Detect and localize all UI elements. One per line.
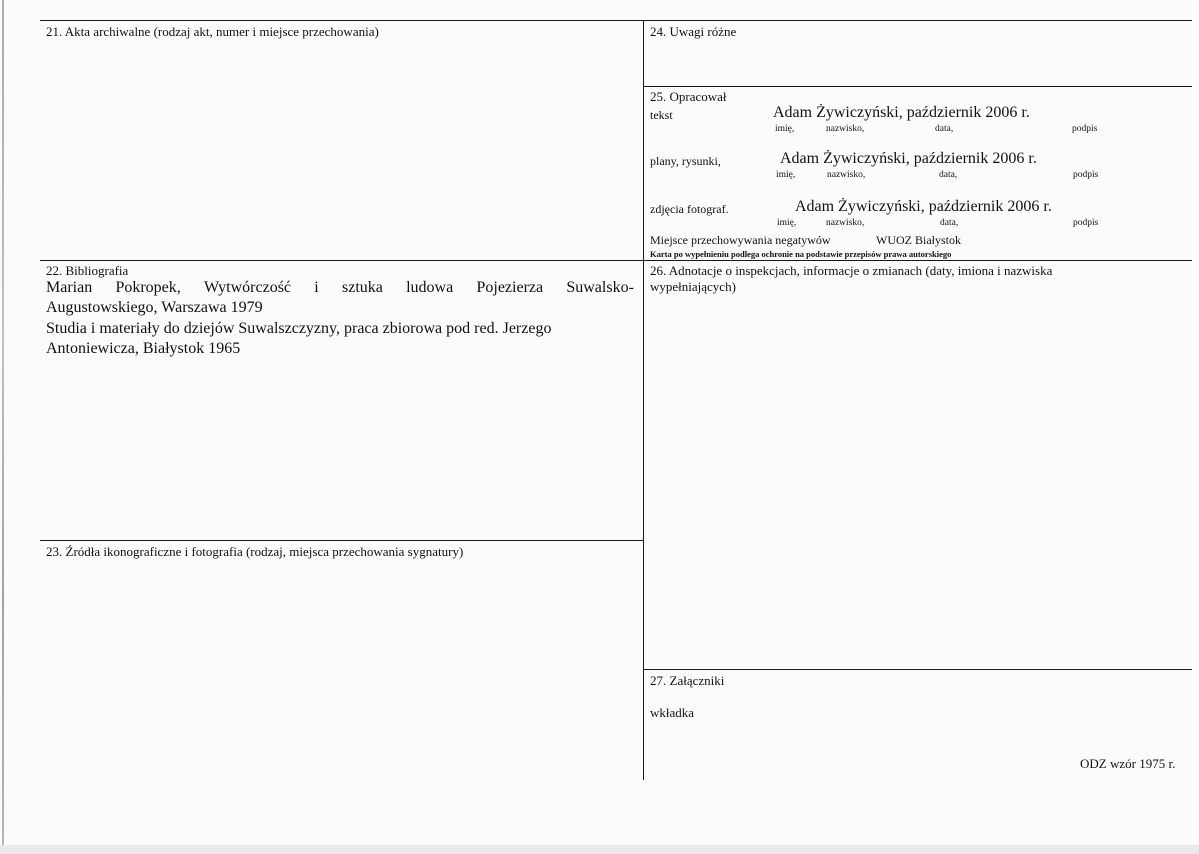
bibliography-entry-1-line-2: Augustowskiego, Warszawa 1979	[46, 299, 263, 316]
field-22-label: 22. Bibliografia	[46, 263, 129, 278]
scan-edge-mark	[2, 0, 4, 854]
divider-24-25	[643, 86, 1192, 87]
author-row-photos-label: zdjęcia fotograf.	[650, 202, 729, 216]
caption-signature: podpis	[1073, 218, 1099, 228]
form-version: ODZ wzór 1975 r.	[1080, 756, 1176, 771]
caption-surname: nazwisko,	[826, 124, 865, 134]
caption-surname: nazwisko,	[827, 170, 866, 180]
divider-row-2	[40, 260, 1192, 261]
bib-word: Suwalsko-	[566, 279, 634, 296]
caption-date: data,	[940, 218, 959, 228]
bib-word: Wytwórczość	[204, 279, 292, 296]
field-24-label: 24. Uwagi różne	[650, 24, 737, 39]
author-row-photos-value: Adam Żywiczyński, październik 2006 r.	[795, 198, 1052, 215]
field-26-label-line-1: 26. Adnotacje o inspekcjach, informacje o zmianach (daty, imiona i nazwiska	[650, 263, 1053, 278]
caption-name: imię,	[776, 170, 796, 180]
field-21-label: 21. Akta archiwalne (rodzaj akt, numer i miejsce przechowania)	[46, 24, 379, 39]
bibliography-entry-2-line-1: Studia i materiały do dziejów Suwalszczyzny, praca zbiorowa pod red. Jerzego	[46, 320, 552, 337]
negatives-location-label: Miejsce przechowywania negatywów	[650, 233, 831, 247]
bib-word: ludowa	[406, 279, 454, 296]
bib-word: Pokropek,	[115, 279, 181, 296]
negatives-location-value: WUOZ Białystok	[876, 233, 961, 247]
caption-date: data,	[939, 170, 958, 180]
divider-22-23	[40, 540, 643, 541]
caption-name: imię,	[777, 218, 797, 228]
divider-26-27	[643, 669, 1192, 670]
field-25-label: 25. Opracował	[650, 89, 727, 104]
author-row-drawings-value: Adam Żywiczyński, październik 2006 r.	[780, 150, 1037, 167]
bibliography-entry-1-line-1	[46, 279, 634, 297]
caption-signature: podpis	[1072, 124, 1098, 134]
bib-word: Pojezierza	[476, 279, 544, 296]
field-27-value: wkładka	[650, 705, 695, 720]
caption-date: data,	[935, 124, 954, 134]
author-row-text-label: tekst	[650, 108, 673, 122]
caption-surname: nazwisko,	[826, 218, 865, 228]
bibliography-entry-2-line-2: Antoniewicza, Białystok 1965	[46, 340, 241, 357]
field-26-label-line-2: wypełniających)	[650, 279, 736, 294]
caption-name: imię,	[775, 124, 795, 134]
copyright-note: Karta po wypełnieniu podlega ochronie na podstawie przepisów prawa autorskiego	[650, 249, 952, 259]
column-divider	[643, 20, 644, 780]
field-27-label: 27. Załączniki	[650, 673, 725, 688]
scan-bottom-edge	[0, 845, 1199, 854]
author-row-drawings-label: plany, rysunki,	[650, 154, 721, 168]
top-border	[40, 20, 1192, 21]
field-23-label: 23. Źródła ikonograficzne i fotografia (rodzaj, miejsca przechowania sygnatury)	[46, 544, 464, 559]
bib-word: i	[314, 279, 319, 296]
bib-word: Marian	[46, 279, 93, 296]
caption-signature: podpis	[1073, 170, 1099, 180]
bib-word: sztuka	[341, 279, 383, 296]
author-row-text-value: Adam Żywiczyński, październik 2006 r.	[773, 104, 1030, 121]
